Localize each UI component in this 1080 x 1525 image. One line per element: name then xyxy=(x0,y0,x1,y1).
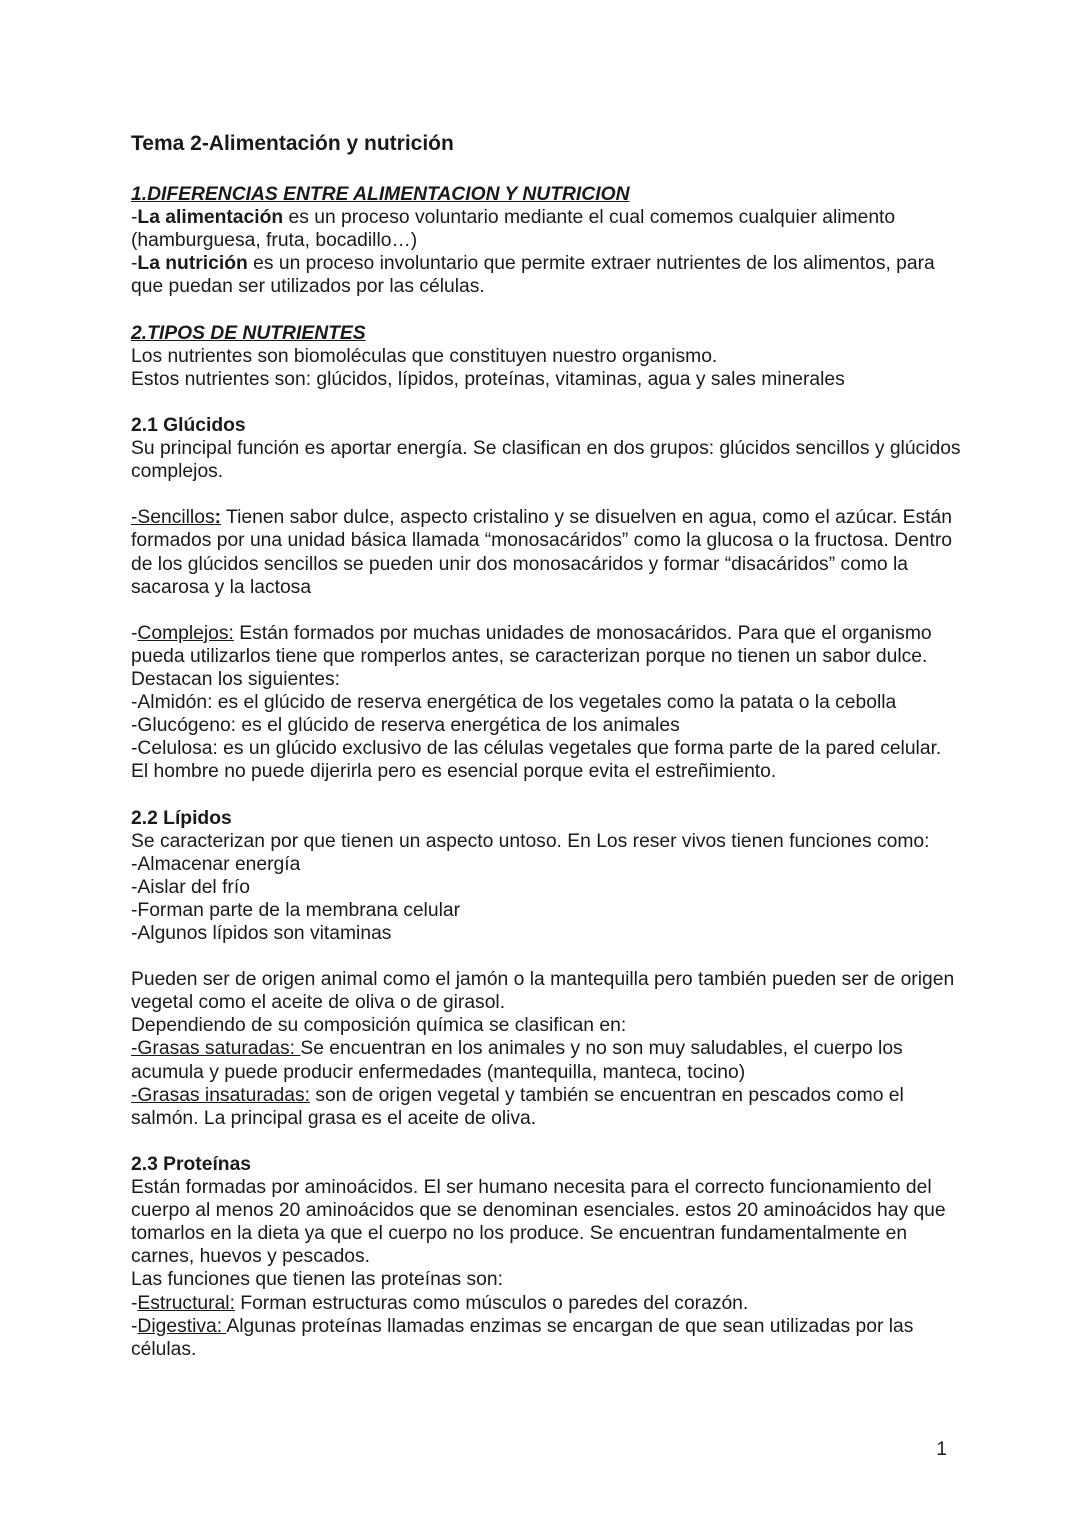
list-item-celulosa: -Celulosa: es un glúcido exclusivo de las células vegetales que forma parte de la pared celular. El hombre no puede dijerirla pero es esencial porque evita el estreñimiento. xyxy=(131,738,942,783)
term-nutricion: La nutrición xyxy=(137,253,248,275)
dash: - xyxy=(131,622,138,644)
term-alimentacion: La alimentación xyxy=(137,207,284,229)
paragraph-nutricion xyxy=(131,252,961,298)
complejos-label: Complejos: xyxy=(137,622,234,644)
section-2-2-heading: 2.2 Lípidos xyxy=(131,807,232,829)
paragraph-biomoleculas: Los nutrientes son biomoléculas que constituyen nuestro organismo. xyxy=(131,345,718,367)
paragraph-insaturadas xyxy=(131,1084,961,1130)
paragraph-origen: Pueden ser de origen animal como el jamón o la mantequilla pero también pueden ser de origen vegetal como el aceite de oliva o de girasol. xyxy=(131,969,955,1014)
dash: - xyxy=(131,253,138,275)
section-2-3-heading: 2.3 Proteínas xyxy=(131,1153,252,1175)
paragraph-digestiva xyxy=(131,1315,961,1361)
proteinas-intro: Están formadas por aminoácidos. El ser humano necesita para el correcto funcionamiento del cuerpo al menos 20 aminoácidos que se denominan esenciales. estos 20 aminoácidos hay que tomarlos en la dieta ya que el cuerpo no los produce. Se encuentran fundamentalmente en carnes, huevos y pescados. xyxy=(131,1177,946,1268)
saturadas-text: Se encuentran en los animales y no son muy saludables, el cuerpo los acumula y puede producir enfermedades (mantequilla, manteca, tocino) xyxy=(131,1038,903,1083)
digestiva-text: Algunas proteínas llamadas enzimas se encargan de que sean utilizadas por las células. xyxy=(131,1315,914,1360)
digestiva-label: Digestiva: xyxy=(137,1315,227,1337)
page-number: 1 xyxy=(936,1439,947,1460)
complejos-text: Están formados por muchas unidades de monosacáridos. Para que el organismo pueda utilizarlos tiene que romperlos antes, se caracterizan porque no tienen un sabor dulce. Destacan los siguientes: xyxy=(131,622,932,690)
paragraph-complejos xyxy=(131,622,961,691)
paragraph-nutrientes-list: Estos nutrientes son: glúcidos, lípidos, proteínas, vitaminas, agua y sales minerales xyxy=(131,368,845,390)
list-item-almidon: -Almidón: es el glúcido de reserva energética de los vegetales como la patata o la cebolla xyxy=(131,692,897,714)
paragraph-funciones: Las funciones que tienen las proteínas son: xyxy=(131,1269,503,1291)
sencillos-colon: : xyxy=(214,507,222,529)
alimentacion-text: es un proceso voluntario mediante el cual comemos cualquier alimento (hamburguesa, fruta, bocadillo…) xyxy=(131,207,896,252)
saturadas-label: -Grasas saturadas: xyxy=(131,1038,301,1060)
dash: - xyxy=(131,1315,138,1337)
dash: - xyxy=(131,1292,138,1314)
list-item-function: -Forman parte de la membrana celular xyxy=(131,899,460,921)
sencillos-label: -Sencillos xyxy=(131,507,215,529)
sencillos-text: Tienen sabor dulce, aspecto cristalino y se disuelven en agua, como el azúcar. Están formados por una unidad básica llamada “monosacáridos” como la glucosa o la fructosa. Dentro de los glúcidos sencillos se pueden unir dos monosacáridos y formar “disacáridos” como la sacarosa y la lactosa xyxy=(131,507,952,598)
list-item-glucogeno: -Glucógeno: es el glúcido de reserva energética de los animales xyxy=(131,715,680,737)
glucidos-intro: Su principal función es aportar energía. Se clasifican en dos grupos: glúcidos sencillos y glúcidos complejos. xyxy=(131,438,961,483)
section-2-1-heading: 2.1 Glúcidos xyxy=(131,414,246,436)
paragraph-clasifican: Dependiendo de su composición química se clasifican en: xyxy=(131,1015,627,1037)
page-title: Tema 2-Alimentación y nutrición xyxy=(131,132,454,155)
list-item-function: -Aislar del frío xyxy=(131,876,250,898)
paragraph-saturadas xyxy=(131,1037,961,1083)
lipidos-intro: Se caracterizan por que tienen un aspecto untoso. En Los reser vivos tienen funciones como: xyxy=(131,830,930,852)
section-2-heading: 2.TIPOS DE NUTRIENTES xyxy=(131,322,366,344)
list-item-function: -Almacenar energía xyxy=(131,853,301,875)
paragraph-sencillos xyxy=(131,506,961,598)
estructural-label: Estructural: xyxy=(137,1292,235,1314)
section-1-heading: 1.DIFERENCIAS ENTRE ALIMENTACION Y NUTRICION xyxy=(131,184,630,205)
paragraph-alimentacion xyxy=(131,206,961,252)
insaturadas-label: -Grasas insaturadas: xyxy=(131,1084,310,1106)
list-item-function: -Algunos lípidos son vitaminas xyxy=(131,923,392,944)
nutricion-text: es un proceso involuntario que permite extraer nutrientes de los alimentos, para que puedan ser utilizados por las células. xyxy=(131,253,935,298)
dash: - xyxy=(131,207,138,229)
page-content xyxy=(131,130,961,1361)
insaturadas-text: son de origen vegetal y también se encuentran en pescados como el salmón. La principal grasa es el aceite de oliva. xyxy=(131,1084,904,1129)
paragraph-estructural xyxy=(131,1292,961,1315)
estructural-text: Forman estructuras como músculos o paredes del corazón. xyxy=(234,1292,749,1314)
